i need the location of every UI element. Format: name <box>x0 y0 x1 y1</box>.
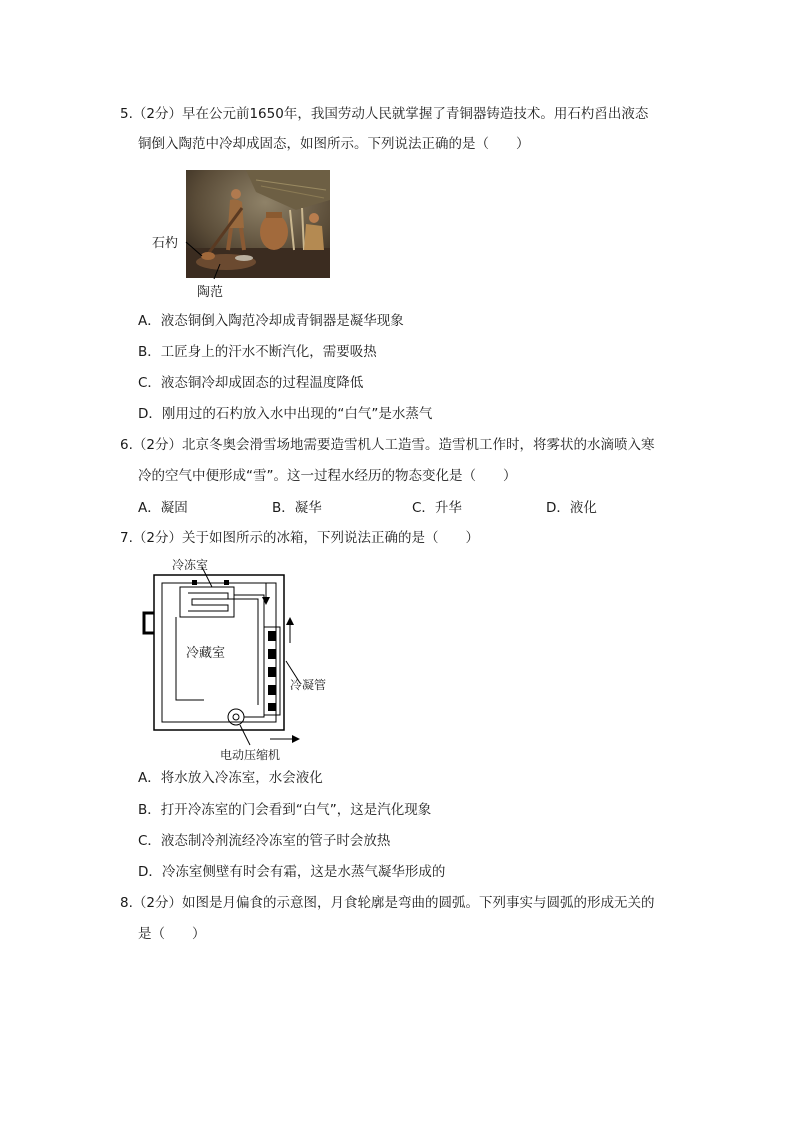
q5-option-c: C．液态铜冷却成固态的过程温度降低 <box>138 375 364 391</box>
fridge-label: 冷藏室 <box>186 646 226 661</box>
q8-stem-line2: 是（ ） <box>138 926 206 942</box>
q6-stem-line2: 冷的空气中便形成“雪”。这一过程水经历的物态变化是（ ） <box>138 468 517 484</box>
q5-stem-line1: 5.（2分）早在公元前1650年，我国劳动人民就掌握了青铜器铸造技术。用石杓舀出液态 <box>120 106 649 122</box>
q5-option-a: A．液态铜倒入陶范冷却成青铜器是凝华现象 <box>138 313 404 329</box>
q7-option-c: C．液态制冷剂流经冷冻室的管子时会放热 <box>138 833 391 849</box>
q6-option-b: B．凝华 <box>272 500 322 516</box>
q6-stem-line1: 6.（2分）北京冬奥会滑雪场地需要造雪机人工造雪。造雪机工作时，将雾状的水滴喷入寒 <box>120 437 655 453</box>
compressor-label: 电动压缩机 <box>220 748 281 762</box>
q6-option-a: A．凝固 <box>138 500 188 516</box>
q6-option-d: D．液化 <box>546 500 597 516</box>
q5-option-b: B．工匠身上的汗水不断汽化，需要吸热 <box>138 344 377 360</box>
q7-option-b: B．打开冷冻室的门会看到“白气”，这是汽化现象 <box>138 802 432 818</box>
mold-label: 陶范 <box>197 285 224 300</box>
photo-leader-lines <box>180 230 240 282</box>
condenser-label: 冷凝管 <box>290 678 327 692</box>
refrigerator-diagram <box>140 555 340 765</box>
q5-stem-line2: 铜倒入陶范中冷却成固态，如图所示。下列说法正确的是（ ） <box>138 136 530 152</box>
ladle-label: 石杓 <box>152 236 179 251</box>
q7-stem-line1: 7.（2分）关于如图所示的冰箱，下列说法正确的是（ ） <box>120 530 479 546</box>
q8-stem-line1: 8.（2分）如图是月偏食的示意图，月食轮廓是弯曲的圆弧。下列事实与圆弧的形成无关的 <box>120 895 655 911</box>
q7-option-a: A．将水放入冷冻室，水会液化 <box>138 770 323 786</box>
q7-option-d: D．冷冻室侧壁有时会有霜，这是水蒸气凝华形成的 <box>138 864 446 880</box>
freezer-label: 冷冻室 <box>172 558 209 572</box>
q5-option-d: D．刚用过的石杓放入水中出现的“白气”是水蒸气 <box>138 406 433 422</box>
q6-option-c: C．升华 <box>412 500 462 516</box>
